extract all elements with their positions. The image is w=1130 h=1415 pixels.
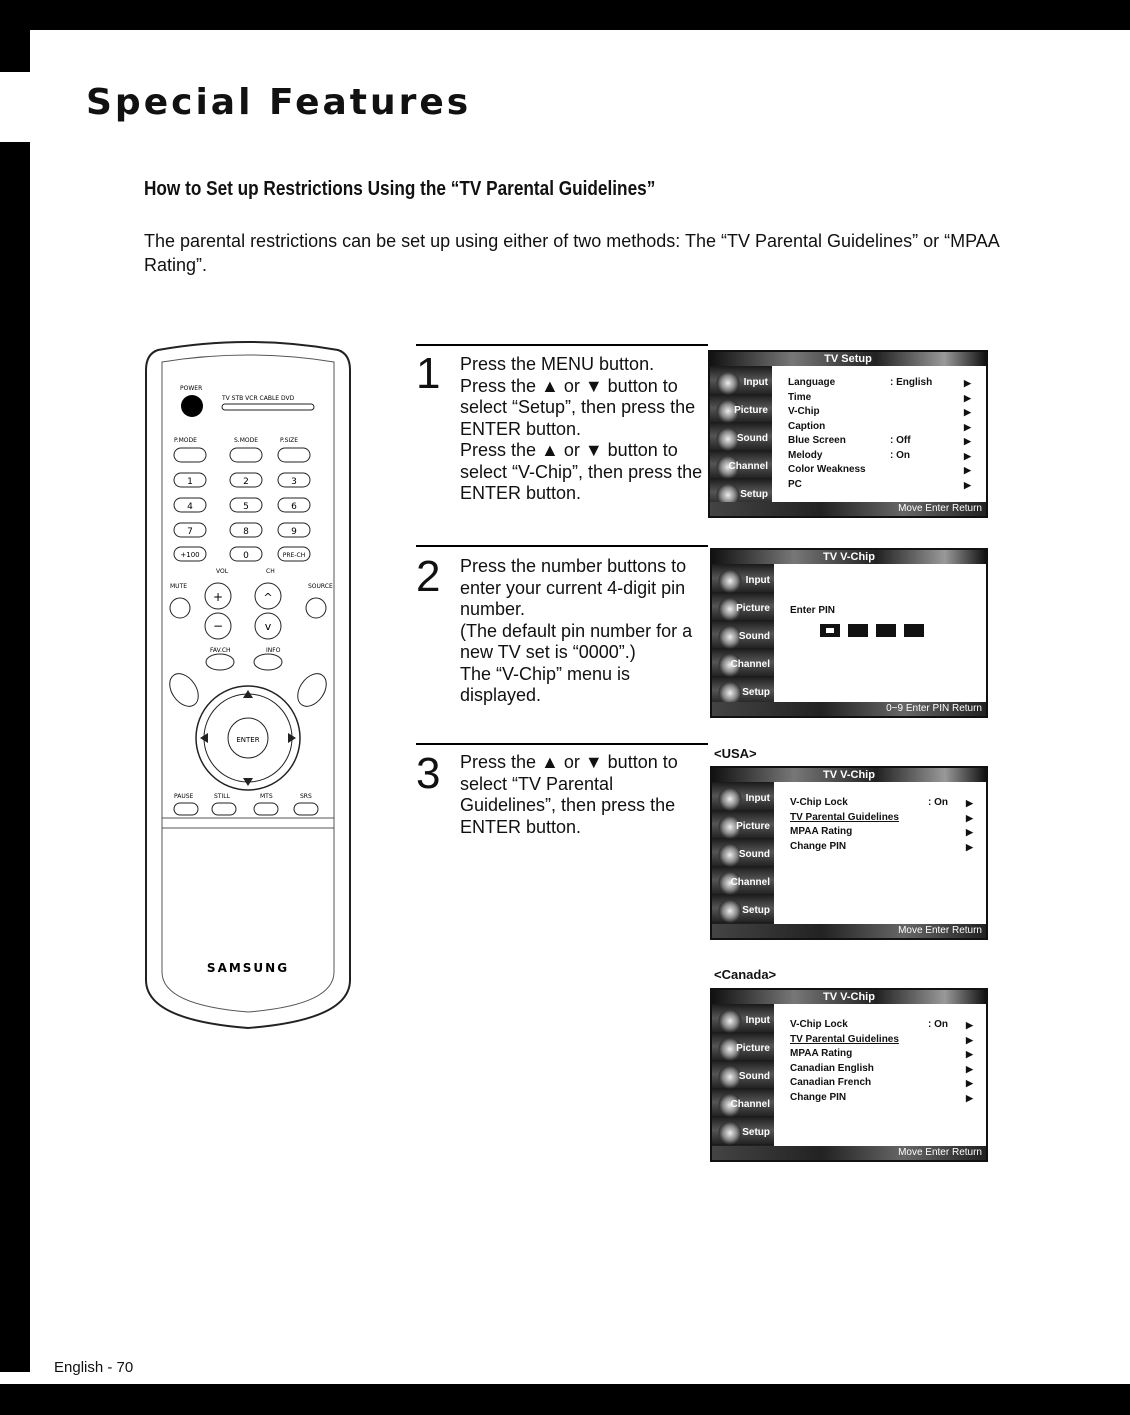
key-3: 3	[291, 477, 297, 487]
step-1-rule	[416, 344, 708, 346]
canada-menu-list	[790, 1018, 980, 1105]
svg-text:^: ^	[263, 591, 273, 604]
setup-menu-screen	[708, 350, 988, 518]
sidebar-sound: Sound	[716, 1064, 774, 1090]
smode-label: S.MODE	[234, 437, 259, 444]
usa-vchip-screen	[710, 766, 988, 940]
key-plus100: +100	[180, 551, 200, 559]
svg-text:v: v	[264, 620, 272, 633]
sidebar-input: Input	[714, 370, 772, 396]
sidebar-channel: Channel	[714, 454, 772, 480]
menu-row: Canadian English ▶	[790, 1062, 973, 1074]
sidebar-picture: Picture	[716, 814, 774, 840]
menu-row: MPAA Rating ▶	[790, 1048, 973, 1059]
canada-screen-hints: Move Enter Return	[898, 1147, 982, 1158]
menu-row: V-Chip ▶	[788, 406, 971, 417]
favch-label: FAV.CH	[210, 647, 231, 654]
key-1: 1	[187, 477, 193, 487]
pin-prompt: Enter PIN	[790, 605, 836, 616]
key-6: 6	[291, 502, 297, 512]
menu-row: PC ▶	[788, 478, 971, 490]
key-prech: PRE-CH	[282, 552, 306, 559]
menu-row-selected: TV Parental Guidelines ▶	[790, 811, 973, 823]
top-bar	[0, 0, 1130, 30]
step-2-rule	[416, 545, 708, 547]
source-label: SOURCE	[308, 583, 333, 590]
key-4: 4	[187, 502, 193, 512]
mute-label: MUTE	[170, 583, 188, 590]
sidebar-channel: Channel	[716, 1092, 774, 1118]
vol-label: VOL	[216, 568, 229, 575]
menu-row: MPAA Rating ▶	[790, 826, 973, 837]
pin-screen-hints: 0~9 Enter PIN Return	[886, 703, 982, 714]
srs-label: SRS	[300, 793, 312, 800]
psize-label: P.SIZE	[280, 437, 299, 444]
sidebar-sound: Sound	[716, 842, 774, 868]
sidebar-picture: Picture	[716, 1036, 774, 1062]
step-1-text: Press the MENU button. Press the ▲ or ▼ button to select “Setup”, then press the ENTER button. Press the ▲ or ▼ button to select “V-Chip”, then press the ENTER button.	[460, 354, 703, 503]
usa-screen-hints: Move Enter Return	[898, 925, 982, 936]
section-heading: How to Set up Restrictions Using the “TV Parental Guidelines”	[144, 178, 656, 200]
enter-label: ENTER	[236, 736, 260, 744]
svg-text:−: −	[212, 619, 224, 633]
canada-vchip-screen	[710, 988, 988, 1162]
ch-label: CH	[266, 568, 275, 575]
step-3-number: 3	[416, 749, 441, 798]
info-label: INFO	[266, 647, 281, 654]
sidebar-setup: Setup	[716, 680, 774, 706]
canada-screen-title: TV V-Chip	[823, 991, 875, 1003]
sidebar-setup: Setup	[716, 1120, 774, 1146]
left-bar-top	[0, 0, 30, 72]
sidebar-setup: Setup	[714, 482, 772, 508]
step-3-text: Press the ▲ or ▼ button to select “TV Parental Guidelines”, then press the ENTER button.	[460, 752, 678, 837]
page-title: Special Features	[86, 82, 472, 123]
setup-screen-hints: Move Enter Return	[898, 503, 982, 514]
usa-caption: <USA>	[714, 746, 757, 761]
usa-screen-title: TV V-Chip	[823, 769, 875, 781]
still-label: STILL	[214, 793, 230, 800]
menu-row: Time ▶	[788, 391, 971, 403]
intro-paragraph: The parental restrictions can be set up using either of two methods: The “TV Parental Guidelines” or “MPAA Rating”.	[144, 231, 999, 275]
step-1-number: 1	[416, 349, 441, 398]
left-bar	[0, 142, 30, 1372]
remote-brand: SAMSUNG	[206, 961, 290, 975]
sidebar-input: Input	[716, 568, 774, 594]
menu-row-selected: TV Parental Guidelines ▶	[790, 1033, 973, 1045]
sidebar-input: Input	[716, 1008, 774, 1034]
menu-row: Blue Screen : Off ▶	[788, 435, 971, 446]
menu-row: Canadian French ▶	[790, 1077, 973, 1088]
usa-sidebar	[712, 782, 774, 924]
menu-row: V-Chip Lock : On ▶	[790, 1019, 973, 1030]
power-button	[181, 395, 203, 417]
menu-row: Change PIN ▶	[790, 840, 973, 852]
sidebar-setup: Setup	[716, 898, 774, 924]
pause-label: PAUSE	[174, 793, 194, 800]
pmode-label: P.MODE	[174, 437, 197, 444]
sidebar-picture: Picture	[716, 596, 774, 622]
svg-text:+: +	[212, 590, 224, 604]
menu-row: V-Chip Lock : On ▶	[790, 797, 973, 808]
key-5: 5	[243, 502, 249, 512]
pin-sidebar	[712, 564, 774, 702]
mts-label: MTS	[260, 793, 273, 800]
menu-row: Caption ▶	[788, 420, 971, 432]
sidebar-picture: Picture	[714, 398, 772, 424]
setup-screen-title: TV Setup	[824, 353, 872, 365]
mode-labels: TV STB VCR CABLE DVD	[222, 395, 295, 402]
key-0: 0	[243, 551, 249, 561]
sidebar-sound: Sound	[714, 426, 772, 452]
key-7: 7	[187, 527, 193, 537]
pin-entry-screen	[710, 548, 988, 718]
menu-row: Color Weakness ▶	[788, 464, 971, 475]
menu-row: Change PIN ▶	[790, 1091, 973, 1103]
bottom-bar	[0, 1384, 1130, 1415]
key-9: 9	[291, 527, 297, 537]
key-2: 2	[243, 477, 249, 487]
canada-caption: <Canada>	[714, 967, 777, 982]
step-3-rule	[416, 743, 708, 745]
menu-row: Language : English ▶	[788, 377, 971, 388]
power-label: POWER	[180, 385, 203, 392]
canada-sidebar	[712, 1004, 774, 1146]
setup-sidebar	[710, 366, 772, 502]
page-footer: English - 70	[54, 1359, 134, 1376]
remote-control-illustration	[138, 340, 358, 1040]
step-2-text: Press the number buttons to enter your current 4-digit pin number. (The default pin number for a new TV set is “0000”.) The “V-Chip” menu is displayed.	[460, 556, 693, 705]
sidebar-channel: Channel	[716, 652, 774, 678]
sidebar-channel: Channel	[716, 870, 774, 896]
sidebar-input: Input	[716, 786, 774, 812]
sidebar-sound: Sound	[716, 624, 774, 650]
usa-menu-list	[790, 796, 980, 854]
step-2-number: 2	[416, 552, 441, 601]
pin-screen-title: TV V-Chip	[823, 551, 875, 563]
menu-row: Melody : On ▶	[788, 449, 971, 461]
key-8: 8	[243, 527, 249, 537]
setup-menu-list	[788, 376, 978, 492]
